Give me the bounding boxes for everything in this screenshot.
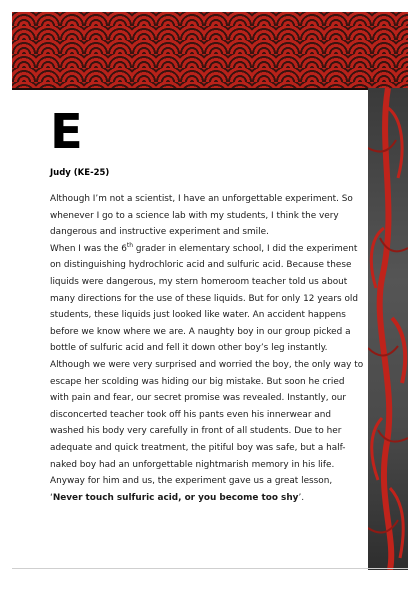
paragraph-2-main: grader in elementary school, I did the experiment on distinguishing hydrochloric acid and sulfuric acid. Because these liquids were dangerous, my stern homeroom teacher told us about many directions for the use of these liquids. But for only 12 years old students, these liquids just looked like water. An accident happens before we know where we are. A naughty boy in our group picked a bottle of sulfuric acid and fell it down other boy’s leg instantly. Although we were very surprised and worried the boy, the only way to escape her scolding was hiding our big mistake. But soon he cried with pain and fear, our secret promise was revealed. Instantly, our disconcerted teacher took off his pants even his innerwear and washed his body very carefully in front of all students. Due to her adequate and quick treatment, the pitiful boy was safe, but a half-naked boy had an unforgettable nightmarish memory in his life. Anyway for him and us, the experiment gave us a great lesson, ‘ [50,243,364,503]
author-name: Judy (KE-25) [50,168,110,178]
red-foliage-pattern [368,88,408,570]
decorative-wave-banner [12,12,408,90]
decorative-side-panel [368,88,408,570]
ordinal-suffix: th [126,241,134,249]
lesson-quote: Never touch sulfuric acid, or you become too shy [52,492,299,503]
paragraph-2-start: When I was the 6 [50,243,127,254]
paragraph-2 [50,241,366,507]
article-body [50,191,366,506]
section-letter: E [50,104,83,160]
paragraph-1: Although I’m not a scientist, I have an unforgettable experiment. So whenever I go to a science lab with my students, I think the very dangerous and instructive experiment and smile. [50,194,353,238]
bottom-rule [12,568,408,569]
paragraph-2-end: ’. [298,492,305,503]
